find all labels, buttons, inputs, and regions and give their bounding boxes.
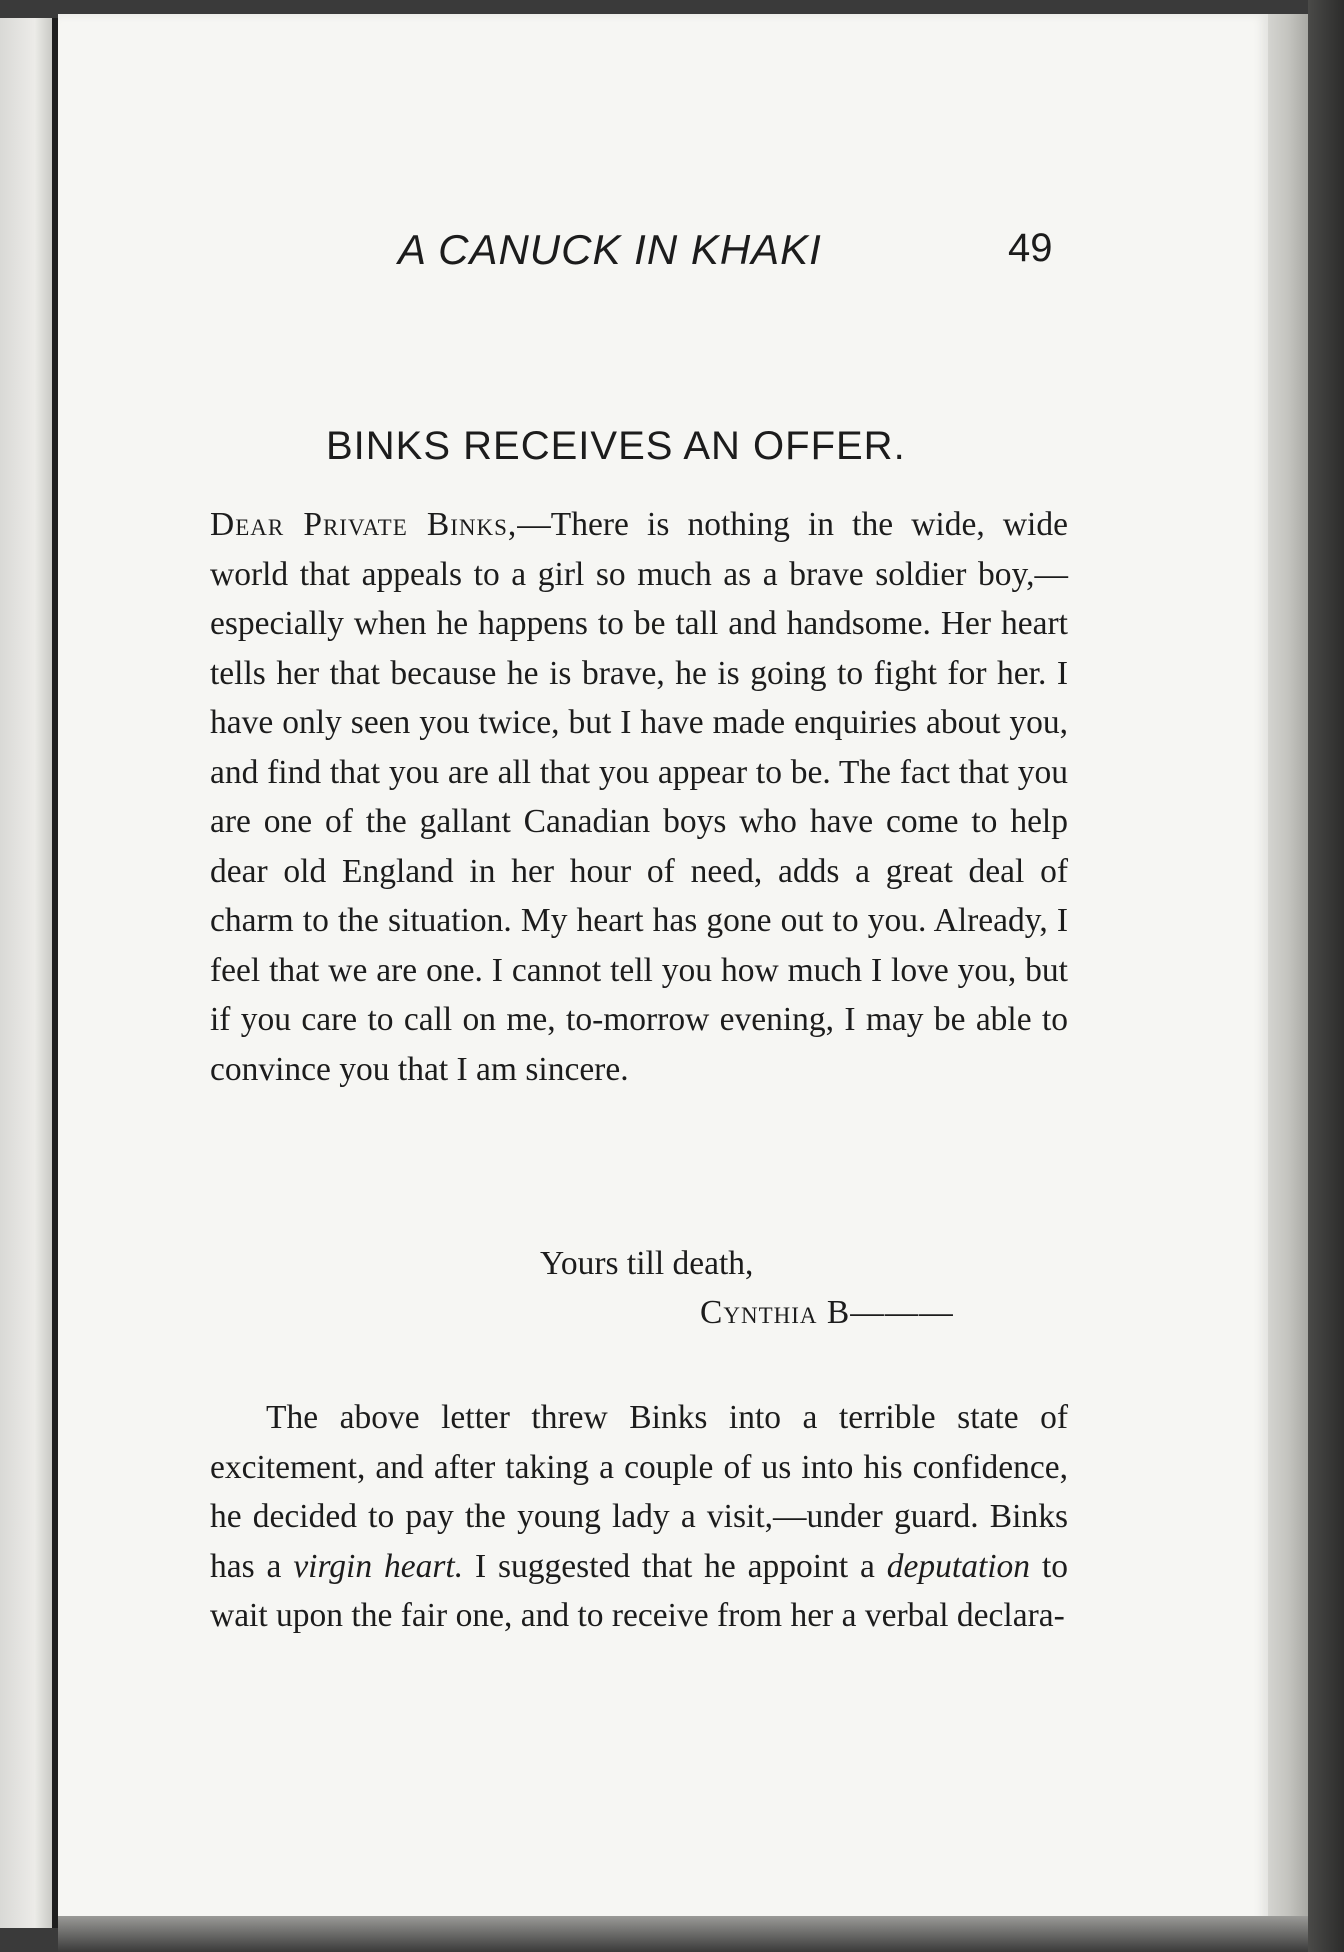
letter-closing: Yours till death, xyxy=(540,1245,754,1282)
book-cover-edge xyxy=(1308,0,1344,1952)
narrative-text-1: The above letter threw Binks into a terrible state of excitement, and after taking a couple of us into his confidence, he decided to pay the young lady a visit,—under guard. Binks has a xyxy=(210,1399,1068,1585)
letter-body: —There is nothing in the wide, wide world that appeals to a girl so much as a brave soldier boy,—especially when he happens to be tall and handsome. Her heart tells her that because he is brave, he is going to fight for her. I have only seen you twice, but I have made enquiries about you, and find that you are all that you appear to be. The fact that you are one of the gallant Canadian boys who have come to help dear old England in her hour of need, adds a great deal of charm to the situation. My heart has gone out to you. Already, I feel that we are one. I cannot tell you how much I love you, but if you care to call on me, to-morrow evening, I may be able to convince you that I am sincere. xyxy=(210,506,1068,1088)
page-stack-edge xyxy=(1268,14,1308,1930)
facing-page-edge xyxy=(0,18,58,1928)
page-number: 49 xyxy=(1008,226,1053,270)
chapter-title: BINKS RECEIVES AN OFFER. xyxy=(326,424,906,468)
letter-paragraph xyxy=(210,500,1068,1094)
narrative-text-3: to wait upon the fair one, and to receive from her a verbal declara- xyxy=(210,1547,1069,1634)
narrative-paragraph xyxy=(210,1393,1068,1641)
narrative-emphasis-virgin-heart: virgin heart. xyxy=(293,1547,464,1585)
bottom-edge-shadow xyxy=(58,1916,1308,1952)
letter-salutation: Dear Private Binks, xyxy=(210,506,518,543)
narrative-emphasis-deputation: deputation xyxy=(886,1547,1031,1585)
letter-signature: Cynthia B——— xyxy=(700,1294,954,1331)
running-head-title: A CANUCK IN KHAKI xyxy=(398,226,822,273)
narrative-text-2: I suggested that he appoint a xyxy=(463,1547,887,1585)
